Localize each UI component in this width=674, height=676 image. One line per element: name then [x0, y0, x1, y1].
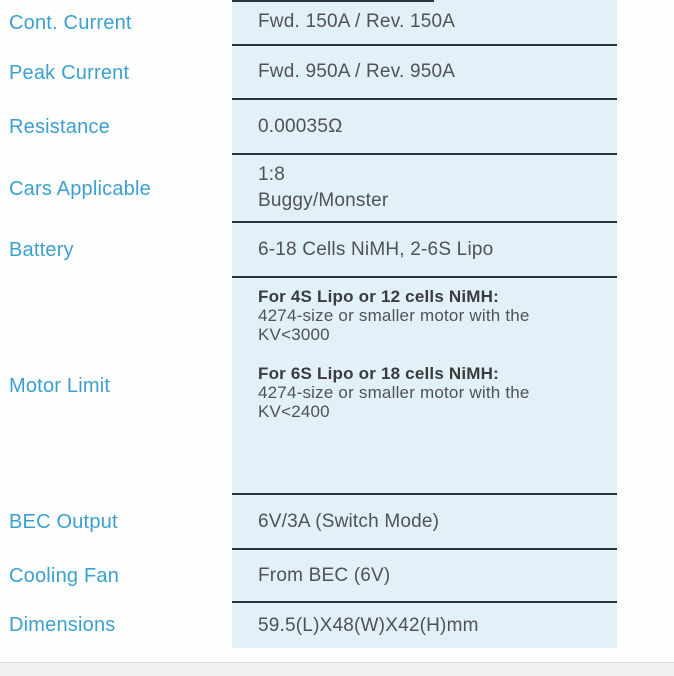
spec-value-text: Fwd. 950A / Rev. 950A	[258, 61, 456, 82]
spec-value-resistance	[232, 100, 617, 155]
spec-row-peak-current	[0, 46, 674, 100]
spec-value-text: 0.00035Ω	[258, 115, 343, 137]
motor-limit-heading: For 6S Lipo or 18 cells NiMH:	[258, 364, 500, 383]
spec-label-motor-limit: Motor Limit	[9, 375, 111, 397]
spec-value-dimensions	[232, 603, 617, 648]
spec-label-resistance: Resistance	[9, 116, 110, 138]
spec-row-resistance	[0, 100, 674, 155]
spec-value-text: 6-18 Cells NiMH, 2-6S Lipo	[258, 238, 494, 260]
spec-value-bec-output	[232, 495, 617, 550]
spec-row-cont-current	[0, 0, 674, 46]
spec-label-cooling-fan: Cooling Fan	[9, 565, 120, 587]
motor-limit-text: 4274-size or smaller motor with the	[258, 383, 530, 402]
spec-row-dimensions	[0, 603, 674, 648]
spec-label-cont-current: Cont. Current	[9, 11, 132, 34]
motor-limit-section-6s	[258, 364, 617, 421]
spec-row-cars-applicable	[0, 155, 674, 223]
spec-row-cooling-fan	[0, 550, 674, 603]
spec-value-text: Fwd. 150A / Rev. 150A	[258, 11, 456, 32]
spec-value-text: 59.5(L)X48(W)X42(H)mm	[258, 614, 479, 636]
motor-limit-text: 4274-size or smaller motor with the	[258, 306, 530, 325]
spec-label-battery: Battery	[9, 239, 74, 261]
motor-limit-text: KV<2400	[258, 402, 330, 421]
cropped-top-border-line	[232, 0, 434, 2]
spec-value-cont-current	[232, 0, 617, 46]
spec-value-cooling-fan	[232, 550, 617, 603]
motor-limit-section-4s	[258, 287, 617, 344]
footer-band	[0, 662, 674, 676]
motor-limit-heading: For 4S Lipo or 12 cells NiMH:	[258, 287, 500, 306]
spec-row-motor-limit	[0, 278, 674, 495]
spec-label-cars-applicable: Cars Applicable	[9, 177, 151, 200]
spec-row-bec-output	[0, 495, 674, 550]
spec-label-peak-current: Peak Current	[9, 61, 130, 84]
spec-value-text-line1: 1:8	[258, 164, 286, 185]
spec-label-dimensions: Dimensions	[9, 614, 116, 636]
spec-value-peak-current	[232, 46, 617, 100]
spec-label-bec-output: BEC Output	[9, 511, 118, 533]
spec-value-motor-limit	[232, 278, 617, 495]
spec-value-text: From BEC (6V)	[258, 564, 391, 586]
motor-limit-text: KV<3000	[258, 325, 330, 344]
spec-value-cars-applicable	[232, 155, 617, 223]
spec-row-battery	[0, 223, 674, 278]
spec-value-battery	[232, 223, 617, 278]
spec-value-text-line2: Buggy/Monster	[258, 190, 389, 211]
spec-value-text: 6V/3A (Switch Mode)	[258, 510, 440, 532]
